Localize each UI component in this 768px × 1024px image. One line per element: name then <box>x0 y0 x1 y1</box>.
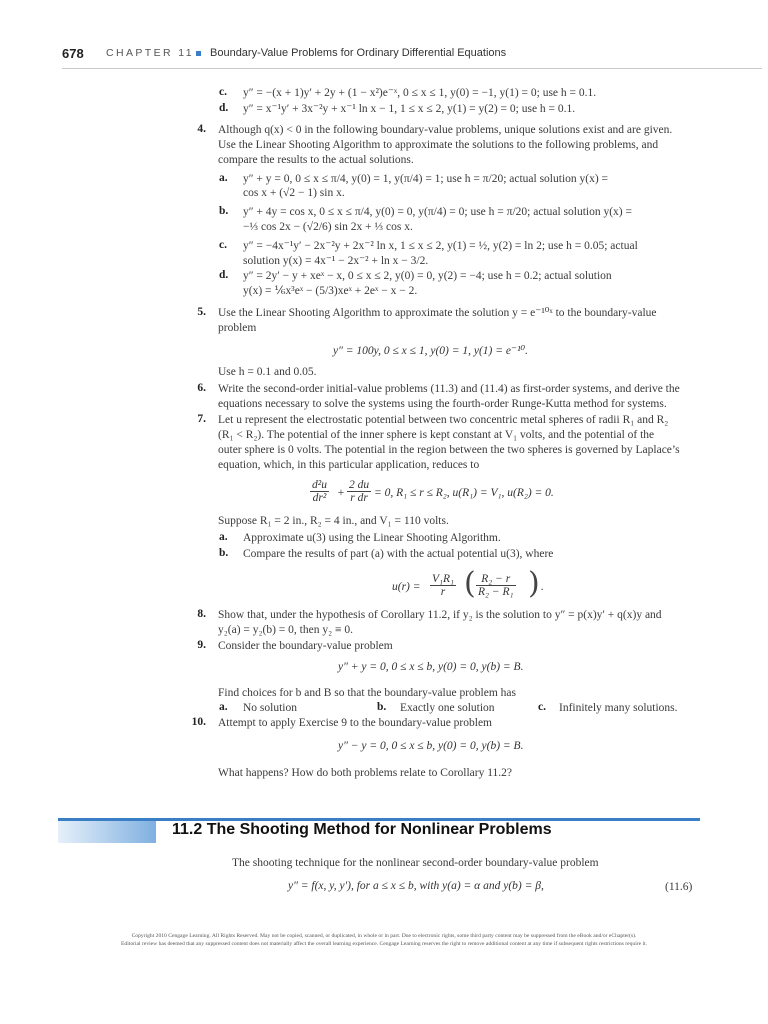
ex4-a-line: cos x + (√2 − 1) sin x. <box>243 187 345 199</box>
ex7-line: Let u represent the electrostatic potential between two concentric metal spheres of radii R₁ and R₂ <box>218 414 669 426</box>
fraction-denominator: R₂ − R₁ <box>478 586 514 598</box>
ex9-b-label: b. <box>377 701 387 713</box>
ex9-c-label: c. <box>538 701 546 713</box>
ex4-b-line: y″ + 4y = cos x, 0 ≤ x ≤ π/4, y(0) = 0, y(π/4) = 0; use h = π/20; actual solution y(x) = <box>243 206 632 218</box>
right-paren: ) <box>528 566 540 601</box>
ex9-find: Find choices for b and B so that the boundary-value problem has <box>218 687 516 699</box>
ex9-equation: y″ + y = 0, 0 ≤ x ≤ b, y(0) = 0, y(b) = B. <box>338 661 524 673</box>
ex4-line: Although q(x) < 0 in the following boundary-value problems, unique solutions exist and are given. <box>218 124 673 136</box>
laplace-fraction-1 <box>310 479 329 504</box>
ex6-line: equations necessary to solve the systems using the fourth-order Runge-Kutta method for systems. <box>218 398 667 410</box>
exercise-6-number: 6. <box>197 382 206 394</box>
potential-end: . <box>541 581 544 593</box>
copyright-line: Editorial review has deemed that any suppressed content does not materially affect the overall learning experience. Cengage Learning reserves the right to remove additional content at any time if subsequent rights restrictions require it. <box>121 941 647 947</box>
ex9-line: Consider the boundary-value problem <box>218 640 393 652</box>
ex4-line: Use the Linear Shooting Algorithm to approximate the solutions to the following problems, and <box>218 139 659 151</box>
fraction-numerator: R₂ − r <box>476 573 516 586</box>
exercise-5-number: 5. <box>197 306 206 318</box>
plus-sign: + <box>337 487 345 499</box>
ex3-d-label: d. <box>219 102 229 114</box>
exercise-4-number: 4. <box>197 123 206 135</box>
exercise-9-number: 9. <box>197 639 206 651</box>
ex7-line: outer sphere is 0 volts. The potential in the region between the two spheres is governed by Laplace’s <box>218 444 680 456</box>
potential-fraction <box>430 573 456 598</box>
ex7-b-text: Compare the results of part (a) with the actual potential u(3), where <box>243 548 554 560</box>
fraction-numerator: 2 du <box>349 479 370 491</box>
left-paren: ( <box>464 566 476 601</box>
potential-inner-fraction <box>476 573 516 598</box>
header-rule <box>62 68 762 69</box>
ex4-c-line: solution y(x) = 4x⁻¹ − 2x⁻² + ln x − 3/2. <box>243 255 429 267</box>
ex7-a-label: a. <box>219 531 228 543</box>
ex4-b-line: −⅓ cos 2x − (√2/6) sin 2x + ⅓ cos x. <box>243 221 413 233</box>
ex7-suppose: Suppose R₁ = 2 in., R₂ = 4 in., and V₁ = 110 volts. <box>218 515 449 527</box>
laplace-equation-tail: = 0, R₁ ≤ r ≤ R₂, u(R₁) = V₁, u(R₂) = 0. <box>374 487 554 499</box>
section-title: 11.2 The Shooting Method for Nonlinear Problems <box>172 821 552 838</box>
exercise-7-number: 7. <box>197 413 206 425</box>
ex7-line: equation, which, in this particular application, reduces to <box>218 459 480 471</box>
ex3-c-text: y″ = −(x + 1)y′ + 2y + (1 − x²)e⁻ˣ, 0 ≤ x ≤ 1, y(0) = −1, y(1) = 0; use h = 0.1. <box>243 87 597 99</box>
header-bullet <box>196 51 201 56</box>
section-accent-block <box>58 821 156 843</box>
ex4-line: compare the results to the actual solutions. <box>218 154 414 166</box>
section-equation: y″ = f(x, y, y′), for a ≤ x ≤ b, with y(a) = α and y(b) = β, <box>288 880 544 892</box>
copyright-line: Copyright 2010 Cengage Learning. All Rights Reserved. May not be copied, scanned, or duplicated, in whole or in part. Due to electronic rights, some third party content may be suppressed from the eBook and/or eChapter(s). <box>131 933 637 939</box>
ex4-d-line: y″ = 2y′ − y + xeˣ − x, 0 ≤ x ≤ 2, y(0) = 0, y(2) = −4; use h = 0.2; actual solution <box>243 270 612 282</box>
fraction-numerator: V₁R₁ <box>432 573 455 585</box>
ex4-b-label: b. <box>219 205 229 217</box>
ex8-line: Show that, under the hypothesis of Corollary 11.2, if y₂ is the solution to y″ = p(x)y′ + q(x)y and <box>218 609 662 621</box>
ex4-d-line: y(x) = ⅙x³eˣ − (5/3)xeˣ + 2eˣ − x − 2. <box>243 285 418 297</box>
ex5-line: problem <box>218 322 257 334</box>
ex9-a-text: No solution <box>243 702 297 714</box>
potential-lhs: u(r) = <box>392 581 421 593</box>
exercise-8-number: 8. <box>197 608 206 620</box>
ex6-line: Write the second-order initial-value problems (11.3) and (11.4) as first-order systems, and derive the <box>218 383 680 395</box>
ex7-b-label: b. <box>219 547 229 559</box>
fraction-numerator: d²u <box>312 479 327 491</box>
ex4-c-label: c. <box>219 239 227 251</box>
fraction-denominator: dr² <box>312 492 327 504</box>
ex8-line: y₂(a) = y₂(b) = 0, then y₂ ≡ 0. <box>218 624 353 636</box>
ex4-d-label: d. <box>219 269 229 281</box>
ex9-c-text: Infinitely many solutions. <box>559 702 678 714</box>
fraction-denominator: r <box>440 586 446 598</box>
ex5-after: Use h = 0.1 and 0.05. <box>218 366 317 378</box>
ex9-b-text: Exactly one solution <box>400 702 495 714</box>
exercise-10-number: 10. <box>191 716 206 728</box>
ex9-a-label: a. <box>219 701 228 713</box>
running-header <box>62 46 722 64</box>
ex10-equation: y″ − y = 0, 0 ≤ x ≤ b, y(0) = 0, y(b) = B. <box>338 740 524 752</box>
ex5-equation: y″ = 100y, 0 ≤ x ≤ 1, y(0) = 1, y(1) = e⁻¹⁰. <box>333 345 529 357</box>
ex3-c-label: c. <box>219 86 227 98</box>
ex7-line: (R₁ < R₂). The potential of the inner sphere is kept constant at V₁ volts, and the potential of the <box>218 429 655 441</box>
ex4-c-line: y″ = −4x⁻¹y′ − 2x⁻²y + 2x⁻² ln x, 1 ≤ x ≤ 2, y(1) = ½, y(2) = ln 2; use h = 0.05; actual <box>243 240 638 252</box>
ex5-line: Use the Linear Shooting Algorithm to approximate the solution y = e⁻¹⁰ˣ to the boundary-value <box>218 307 657 319</box>
chapter-label: CHAPTER 11 <box>106 47 194 59</box>
ex10-line: Attempt to apply Exercise 9 to the boundary-value problem <box>218 717 493 729</box>
fraction-denominator: r dr <box>350 492 368 504</box>
ex10-after: What happens? How do both problems relate to Corollary 11.2? <box>218 767 513 779</box>
section-intro: The shooting technique for the nonlinear second-order boundary-value problem <box>232 857 599 869</box>
ex4-a-label: a. <box>219 172 228 184</box>
equation-number: (11.6) <box>665 881 693 893</box>
ex7-a-text: Approximate u(3) using the Linear Shooting Algorithm. <box>243 532 501 544</box>
chapter-title: Boundary-Value Problems for Ordinary Differential Equations <box>210 47 507 59</box>
laplace-fraction-2 <box>347 479 371 504</box>
ex3-d-text: y″ = x⁻¹y′ + 3x⁻²y + x⁻¹ ln x − 1, 1 ≤ x ≤ 2, y(1) = y(2) = 0; use h = 0.1. <box>243 103 576 115</box>
ex4-a-line: y″ + y = 0, 0 ≤ x ≤ π/4, y(0) = 1, y(π/4) = 1; use h = π/20; actual solution y(x) = <box>243 173 609 185</box>
page-number: 678 <box>62 46 84 61</box>
